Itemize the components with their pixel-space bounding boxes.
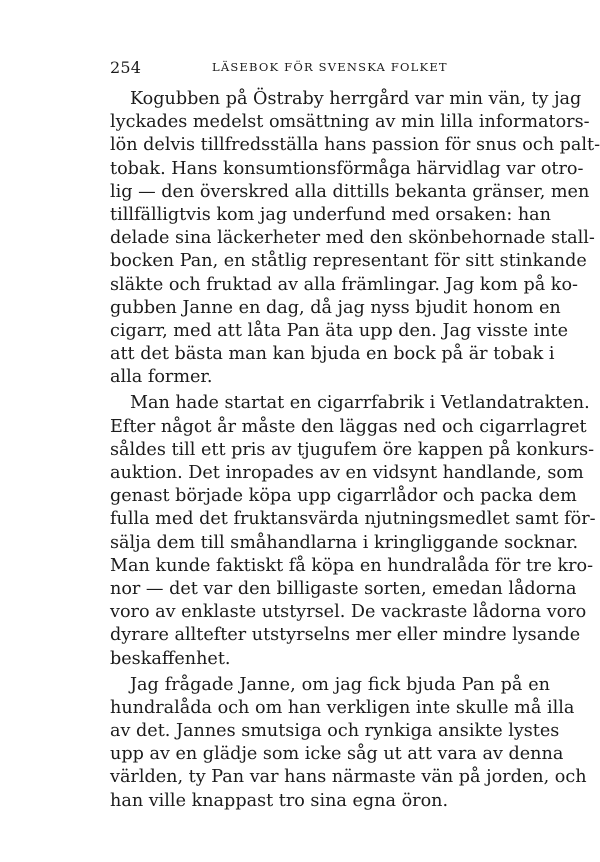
text-line: upp av en glädje som icke såg ut att vara av denna [110,744,564,765]
text-line: bocken Pan, en ståtlig representant för sitt stinkande [110,251,587,272]
text-line: genast började köpa upp cigarrlådor och packa dem [110,486,577,507]
text-line: fulla med det fruktansvärda njutningsmedlet samt för- [110,509,596,530]
paragraph [110,674,587,813]
text-line: Kogubben på Östraby herrgård var min vän, ty jag [130,89,582,109]
text-line: lön delvis tillfredsställa hans passion för snus och palt- [110,135,600,156]
text-line: hundralåda och om han verkligen inte skulle må illa [110,697,575,718]
text-line: han ville knappast tro sina egna öron. [110,790,449,811]
running-header [110,58,550,78]
text-line: auktion. Det inropades av en vidsynt handlande, som [110,463,584,483]
text-line: släkte och fruktad av alla främlingar. Jag kom på ko- [110,274,578,295]
text-line: cigarr, med att låta Pan äta upp den. Jag visste inte [110,320,569,341]
text-line: beskaffenhet. [110,648,231,669]
text-line: sälja dem till småhandlarna i kringliggande socknar. [110,532,579,553]
text-line: gubben Janne en dag, då jag nyss bjudit honom en [110,297,561,318]
text-line: Man hade startat en cigarrfabrik i Vetlandatrakten. [130,393,590,414]
text-line: av det. Jannes smutsiga och rynkiga ansikte lystes [110,721,560,742]
text-line: att det bästa man kan bjuda en bock på är tobak i [110,344,555,365]
text-line: nor — det var den billigaste sorten, emedan lådorna [110,578,577,599]
text-line: världen, ty Pan var hans närmaste vän på jorden, och [110,767,587,788]
page-number: 254 [110,58,142,77]
paragraph [110,392,596,670]
text-line: alla former. [110,367,213,388]
text-line: Jag frågade Janne, om jag fick bjuda Pan på en [130,674,550,695]
text-line: Man kunde faktiskt få köpa en hundralåda för tre kro- [110,555,594,576]
text-line: lig — den överskred alla dittills bekanta gränser, men [110,181,590,202]
body-text [110,88,600,813]
running-title: LÄSEBOK FÖR SVENSKA FOLKET [212,60,448,74]
text-line: såldes till ett pris av tjugufem öre kappen på konkurs- [110,439,595,460]
text-line: tillfälligtvis kom jag underfund med orsaken: han [110,204,552,225]
text-line: dyrare alltefter utstyrselns mer eller mindre lysande [110,625,581,646]
text-line: tobak. Hans konsumtionsförmåga härvidlag var otro- [110,158,584,179]
text-line: Efter något år måste den läggas ned och cigarrlagret [110,416,587,437]
paragraph [110,88,600,389]
text-line: lyckades medelst omsättning av min lilla informators- [110,112,590,133]
text-line: delade sina läckerheter med den skönbehornade stall- [110,228,595,249]
text-line: voro av enklaste utstyrsel. De vackraste lådorna voro [110,602,587,623]
